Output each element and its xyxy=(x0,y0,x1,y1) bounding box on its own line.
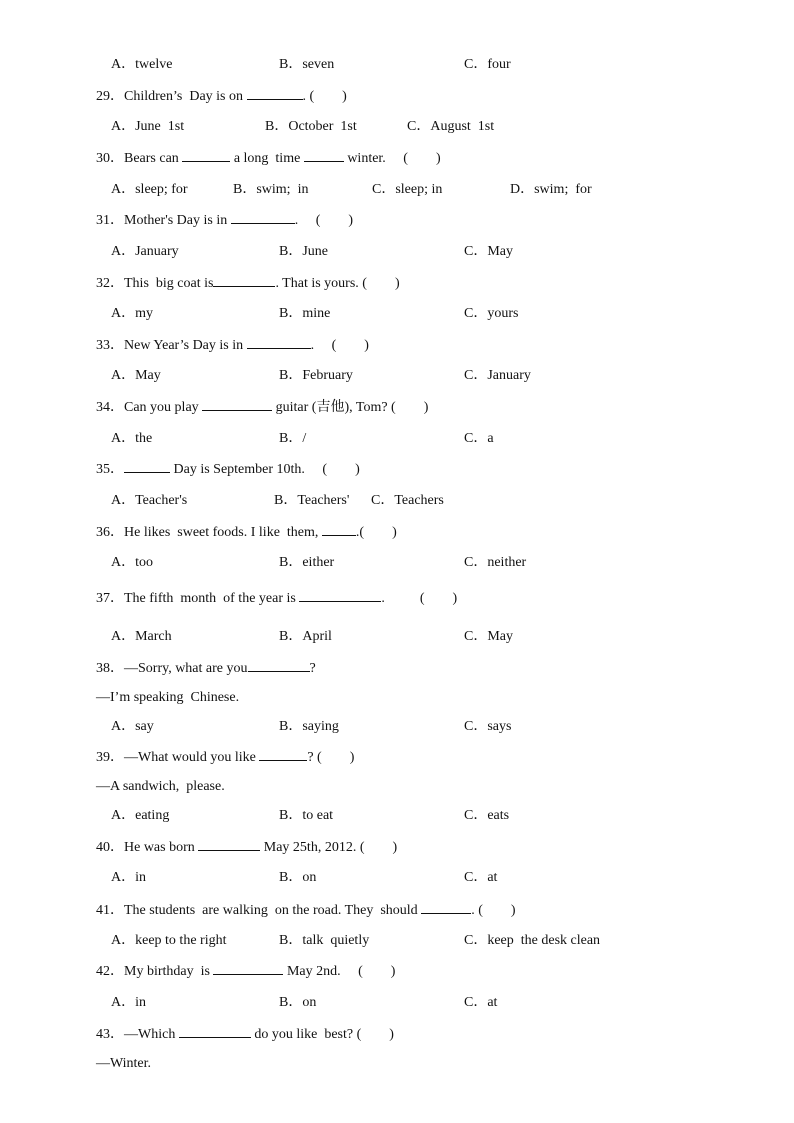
answer-blank[interactable] xyxy=(198,838,260,851)
answer-blank[interactable] xyxy=(213,274,275,287)
option-c[interactable]: C．eats xyxy=(464,808,510,823)
option-c[interactable]: C．at xyxy=(464,870,498,885)
option-c[interactable]: C．says xyxy=(464,719,512,734)
option-a[interactable]: A．keep to the right xyxy=(111,933,227,948)
option-d[interactable]: D．swim; for xyxy=(510,182,592,197)
option-a[interactable]: A．twelve xyxy=(111,57,173,72)
option-c[interactable]: C．January xyxy=(464,368,531,383)
option-b[interactable]: B．seven xyxy=(279,57,335,72)
answer-blank[interactable] xyxy=(179,1025,251,1038)
option-c[interactable]: C．at xyxy=(464,995,498,1010)
option-b[interactable]: B．June xyxy=(279,244,328,259)
answer-blank-1[interactable] xyxy=(182,149,230,162)
option-b[interactable]: B．Teachers' xyxy=(274,493,350,508)
option-c[interactable]: C．neither xyxy=(464,555,527,570)
answer-blank[interactable] xyxy=(247,87,303,100)
option-c[interactable]: C．yours xyxy=(464,306,519,321)
option-b[interactable]: B．either xyxy=(279,555,335,570)
question-stem: 41．The students are walking on the road. They should . ( ) xyxy=(96,903,516,918)
option-b[interactable]: B．to eat xyxy=(279,808,334,823)
question-stem: 43．—Which do you like best? ( ) xyxy=(96,1027,394,1042)
answer-blank[interactable] xyxy=(299,589,381,602)
option-c[interactable]: C．four xyxy=(464,57,511,72)
question-stem: 31．Mother's Day is in . ( ) xyxy=(96,213,354,228)
option-a[interactable]: A．sleep; for xyxy=(111,182,188,197)
question-stem: 34．Can you play guitar (吉他), Tom? ( ) xyxy=(96,400,429,415)
answer-blank-2[interactable] xyxy=(304,149,344,162)
question-stem: 33．New Year’s Day is in . ( ) xyxy=(96,338,369,353)
question-stem: 30．Bears can a long time winter. ( ) xyxy=(96,151,441,166)
option-a[interactable]: A．too xyxy=(111,555,153,570)
option-a[interactable]: A．March xyxy=(111,629,172,644)
answer-blank[interactable] xyxy=(247,336,311,349)
question-stem: 36．He likes sweet foods. I like them, .( ) xyxy=(96,525,397,540)
answer-blank[interactable] xyxy=(231,211,295,224)
dialogue-reply: —A sandwich, please. xyxy=(96,779,225,794)
option-b[interactable]: B．October 1st xyxy=(265,119,357,134)
option-c[interactable]: C．August 1st xyxy=(407,119,495,134)
question-stem: 42．My birthday is May 2nd. ( ) xyxy=(96,964,396,979)
option-b[interactable]: B．on xyxy=(279,995,317,1010)
option-a[interactable]: A．January xyxy=(111,244,179,259)
option-b[interactable]: B．on xyxy=(279,870,317,885)
option-c[interactable]: C．May xyxy=(464,244,513,259)
dialogue-reply: —Winter. xyxy=(96,1056,152,1071)
option-b[interactable]: B．/ xyxy=(279,431,307,446)
option-b[interactable]: B．talk quietly xyxy=(279,933,370,948)
option-a[interactable]: A．the xyxy=(111,431,153,446)
option-a[interactable]: A．May xyxy=(111,368,161,383)
answer-blank[interactable] xyxy=(259,748,307,761)
question-stem: 32．This big coat is . That is yours. ( ) xyxy=(96,276,400,291)
option-b[interactable]: B．mine xyxy=(279,306,331,321)
option-a[interactable]: A．Teacher's xyxy=(111,493,188,508)
option-c[interactable]: C．Teachers xyxy=(371,493,444,508)
question-stem: 37．The fifth month of the year is . ( ) xyxy=(96,591,458,606)
question-stem: 38．—Sorry, what are you ? xyxy=(96,661,316,676)
answer-blank[interactable] xyxy=(248,659,310,672)
option-a[interactable]: A．June 1st xyxy=(111,119,185,134)
answer-blank[interactable] xyxy=(202,398,272,411)
option-b[interactable]: B．swim; in xyxy=(233,182,309,197)
option-a[interactable]: A．eating xyxy=(111,808,170,823)
option-c[interactable]: C．keep the desk clean xyxy=(464,933,601,948)
option-c[interactable]: C．May xyxy=(464,629,513,644)
question-stem: 29．Children’s Day is on . ( ) xyxy=(96,89,347,104)
option-b[interactable]: B．April xyxy=(279,629,332,644)
option-b[interactable]: B．February xyxy=(279,368,353,383)
option-c[interactable]: C．sleep; in xyxy=(372,182,443,197)
dialogue-reply: —I’m speaking Chinese. xyxy=(96,690,240,705)
answer-blank[interactable] xyxy=(124,460,170,473)
question-stem: 39．—What would you like ? ( ) xyxy=(96,750,355,765)
answer-blank[interactable] xyxy=(322,523,356,536)
answer-blank[interactable] xyxy=(213,962,283,975)
option-a[interactable]: A．in xyxy=(111,995,146,1010)
question-stem: 40．He was born May 25th, 2012. ( ) xyxy=(96,840,398,855)
option-a[interactable]: A．in xyxy=(111,870,146,885)
answer-blank[interactable] xyxy=(421,901,471,914)
option-a[interactable]: A．say xyxy=(111,719,154,734)
option-b[interactable]: B．saying xyxy=(279,719,339,734)
option-a[interactable]: A．my xyxy=(111,306,153,321)
option-c[interactable]: C．a xyxy=(464,431,494,446)
question-stem: 35． Day is September 10th. ( ) xyxy=(96,462,360,477)
